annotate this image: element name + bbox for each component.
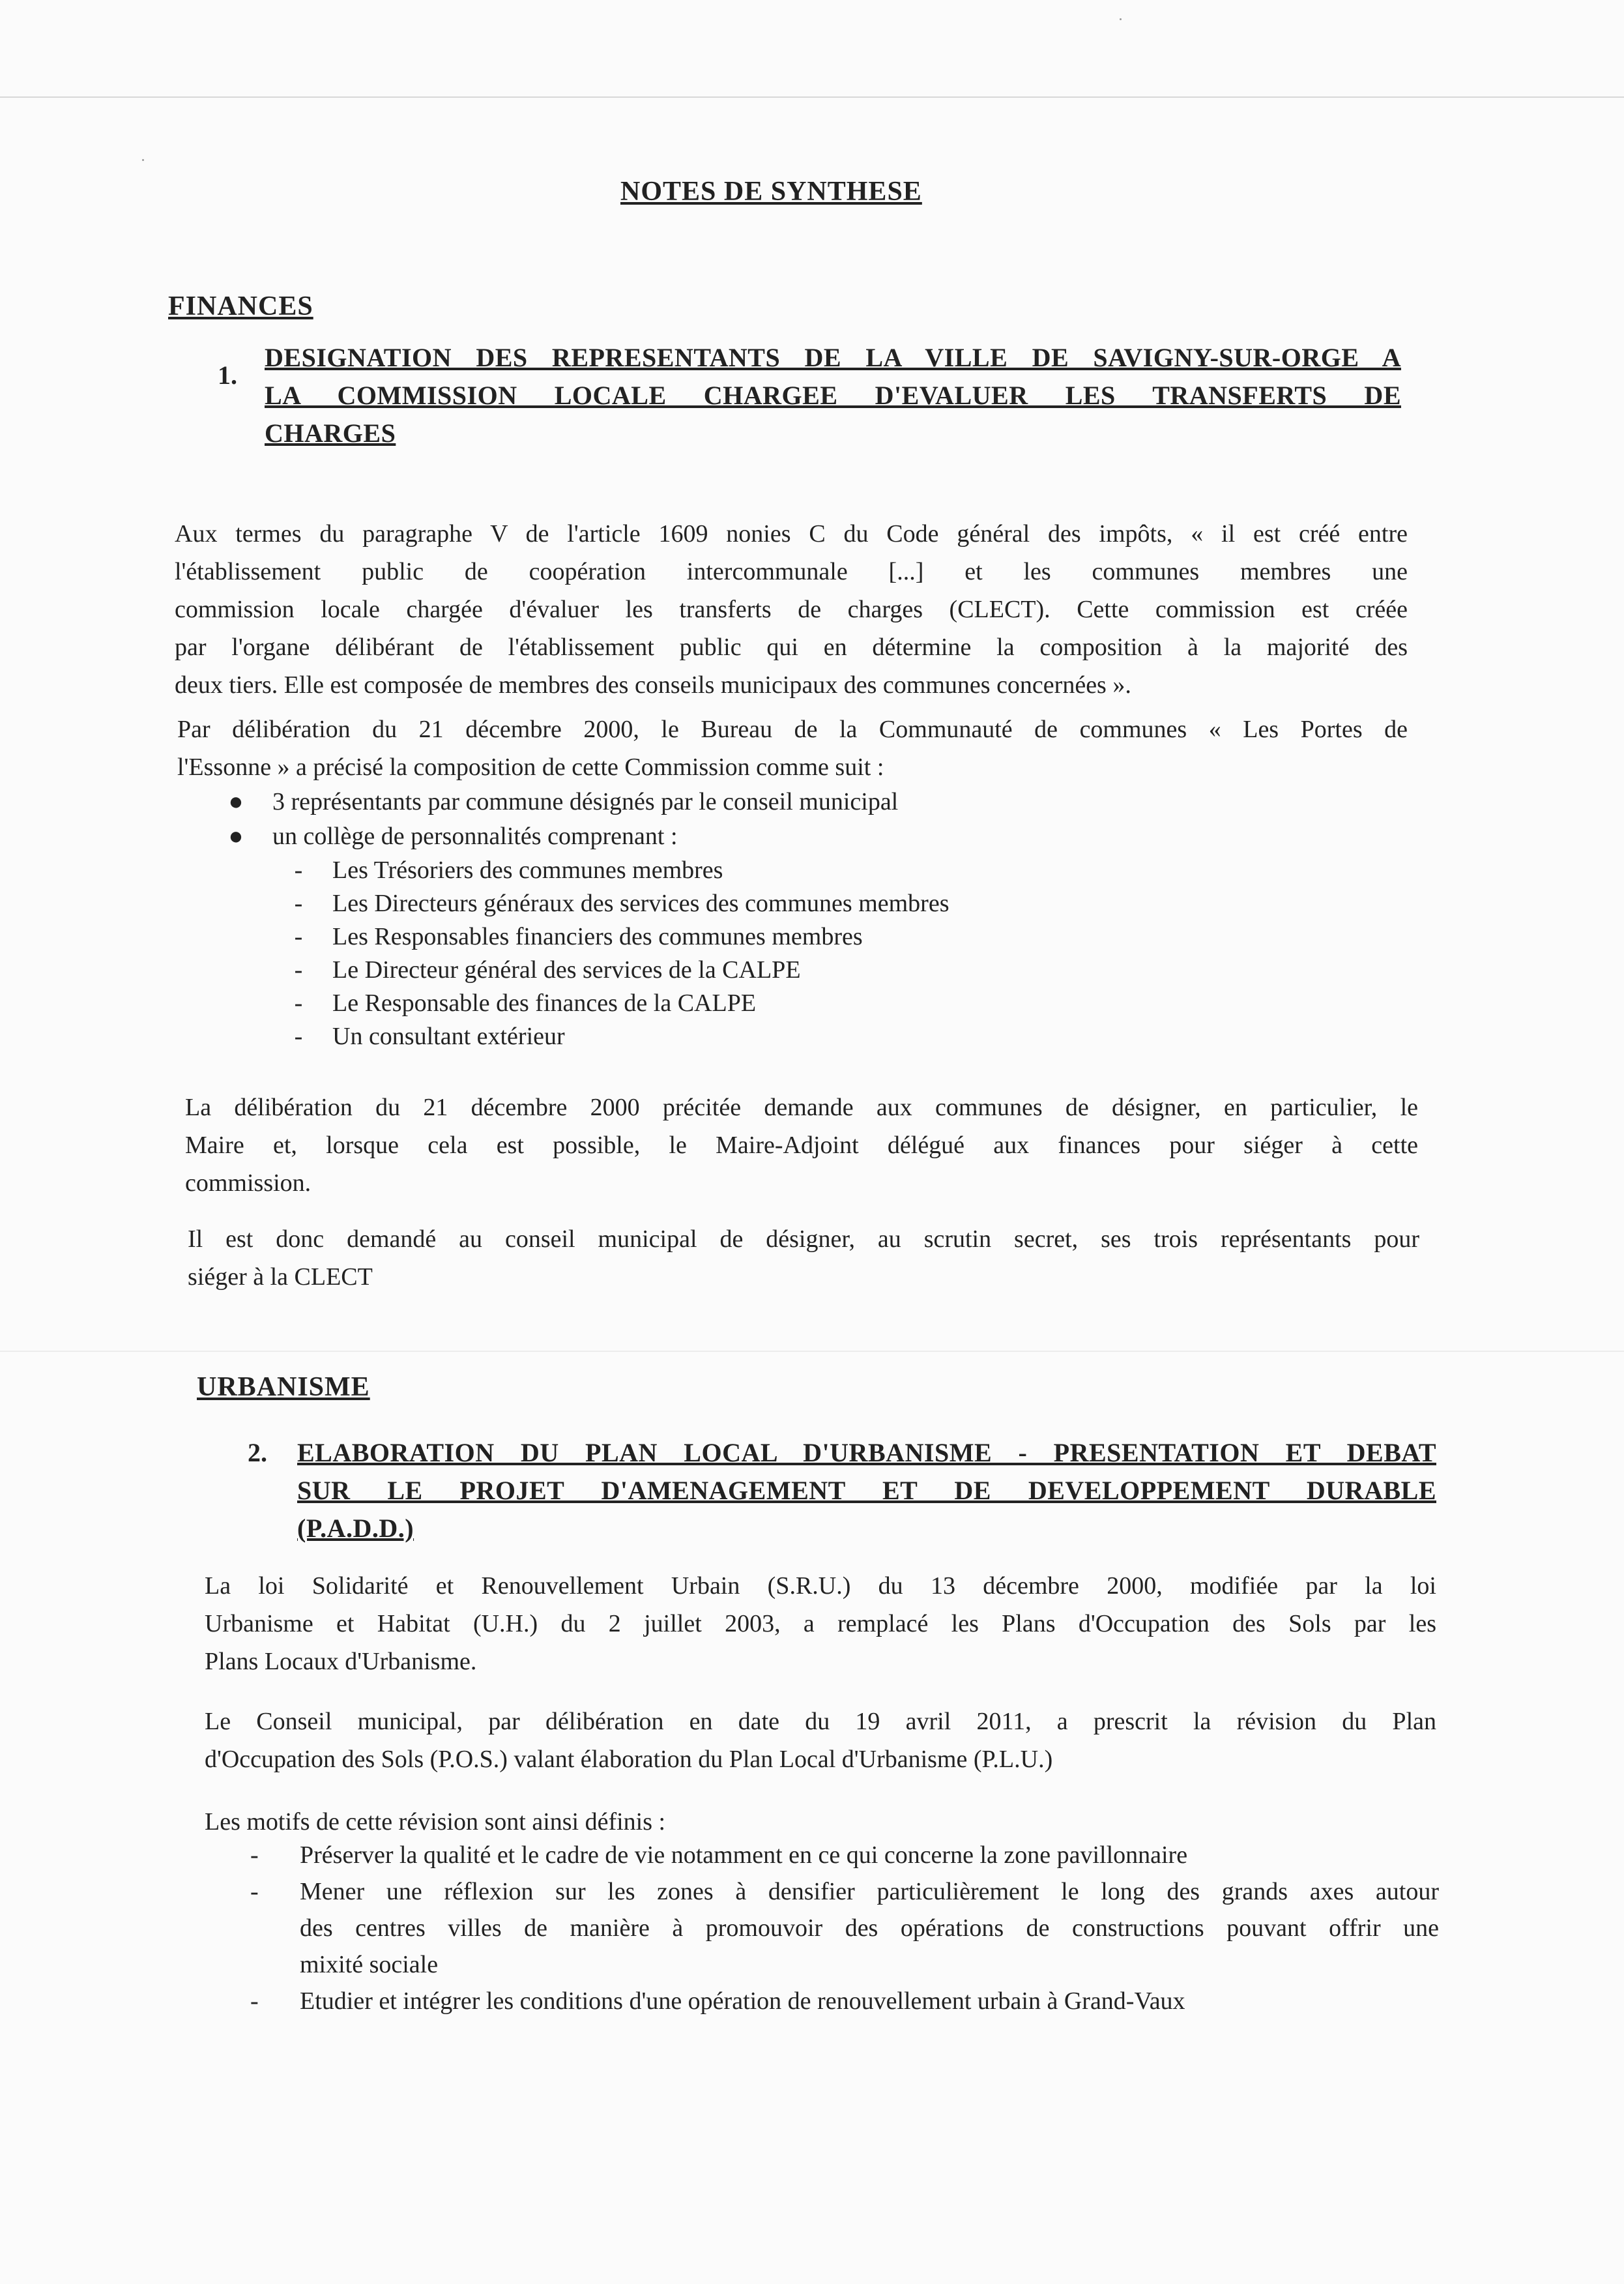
sublist-item bbox=[294, 954, 950, 987]
paragraph-line: Plans Locaux d'Urbanisme. bbox=[205, 1648, 477, 1675]
paragraph-line: Maire et, lorsque cela est possible, le Maire-Adjoint délégué aux finances pour siéger à cette bbox=[185, 1132, 1418, 1159]
paragraph-line: siéger à la CLECT bbox=[188, 1263, 373, 1291]
item-number-2: 2. bbox=[248, 1438, 267, 1467]
paragraph-clect-definition bbox=[175, 515, 1408, 704]
paragraph-line: Aux termes du paragraphe V de l'article 1609 nonies C du Code général des impôts, « il est créé entre bbox=[175, 520, 1408, 548]
paragraph-line: Par délibération du 21 décembre 2000, le Bureau de la Communauté de communes « Les Portes de bbox=[177, 716, 1408, 743]
paragraph-line: Le Conseil municipal, par délibération en date du 19 avril 2011, a prescrit la révision du Plan bbox=[205, 1708, 1436, 1735]
scan-speck bbox=[1120, 18, 1122, 20]
sublist-item-text: Le Responsable des finances de la CALPE bbox=[332, 989, 757, 1017]
dash-marker: - bbox=[294, 923, 303, 950]
item-title-line: SUR LE PROJET D'AMENAGEMENT ET DE DEVELOPPEMENT DURABLE bbox=[297, 1476, 1436, 1505]
scan-seam bbox=[0, 1351, 1624, 1352]
paragraph-line: d'Occupation des Sols (P.O.S.) valant élaboration du Plan Local d'Urbanisme (P.L.U.) bbox=[205, 1746, 1053, 1773]
paragraph-line: Urbanisme et Habitat (U.H.) du 2 juillet 2003, a remplacé les Plans d'Occupation des Sols par les bbox=[205, 1610, 1436, 1637]
section-heading-urbanisme: URBANISME bbox=[197, 1372, 370, 1402]
item-number-1: 1. bbox=[218, 360, 237, 390]
item-title-line: DESIGNATION DES REPRESENTANTS DE LA VILLE DE SAVIGNY-SUR-ORGE A bbox=[265, 343, 1401, 372]
paragraph-revision-motives bbox=[205, 1803, 1436, 1841]
paragraph-line: deux tiers. Elle est composée de membres des conseils municipaux des communes concernées ». bbox=[175, 671, 1131, 699]
sublist-item bbox=[294, 920, 950, 954]
sublist-item-text: Un consultant extérieur bbox=[332, 1023, 565, 1050]
sublist-item-text: Les Responsables financiers des communes membres bbox=[332, 923, 863, 950]
sublist-item bbox=[294, 887, 950, 920]
dash-marker: - bbox=[294, 956, 303, 984]
sublist-item bbox=[294, 854, 950, 887]
list-item-text: 3 représentants par commune désignés par le conseil municipal bbox=[272, 788, 899, 815]
item-title-line: ELABORATION DU PLAN LOCAL D'URBANISME - PRESENTATION ET DEBAT bbox=[297, 1438, 1436, 1467]
list-item bbox=[250, 1873, 1439, 1983]
paragraph-deliberation bbox=[177, 710, 1408, 786]
scan-top-edge bbox=[0, 96, 1624, 98]
sublist-item bbox=[294, 1020, 950, 1053]
scan-speck bbox=[142, 159, 144, 161]
sublist-item-text: Le Directeur général des services de la CALPE bbox=[332, 956, 801, 984]
document-title: NOTES DE SYNTHESE bbox=[620, 177, 922, 207]
dash-marker: - bbox=[294, 890, 303, 917]
sublist-item-text: Les Trésoriers des communes membres bbox=[332, 856, 723, 884]
list-item-text: Préserver la qualité et le cadre de vie notamment en ce qui concerne la zone pavillonnaire bbox=[300, 1841, 1188, 1869]
dash-marker: - bbox=[250, 1987, 259, 2015]
revision-motives-list bbox=[250, 1837, 1439, 2019]
paragraph-line: La loi Solidarité et Renouvellement Urbain (S.R.U.) du 13 décembre 2000, modifiée par la loi bbox=[205, 1572, 1436, 1600]
list-item bbox=[228, 785, 950, 819]
bullet-marker: ● bbox=[228, 823, 244, 850]
paragraph-line: l'Essonne » a précisé la composition de cette Commission comme suit : bbox=[177, 754, 884, 781]
dash-marker: - bbox=[294, 1023, 303, 1050]
paragraph-line: commission locale chargée d'évaluer les transferts de charges (CLECT). Cette commission est créée bbox=[175, 596, 1408, 623]
sublist-item bbox=[294, 987, 950, 1020]
paragraph-line: Les motifs de cette révision sont ainsi définis : bbox=[205, 1808, 666, 1836]
paragraph-council-revision bbox=[205, 1703, 1436, 1778]
list-item bbox=[228, 819, 950, 1053]
list-item-text: un collège de personnalités comprenant : bbox=[272, 823, 678, 850]
dash-marker: - bbox=[250, 1841, 259, 1869]
paragraph-line: commission. bbox=[185, 1169, 312, 1197]
dash-marker: - bbox=[250, 1878, 259, 1905]
item-title-2 bbox=[297, 1434, 1436, 1547]
list-item bbox=[250, 1837, 1439, 1873]
sublist-item-text: Les Directeurs généraux des services des communes membres bbox=[332, 890, 950, 917]
paragraph-secret-ballot bbox=[188, 1220, 1419, 1296]
list-item-text: mixité sociale bbox=[300, 1951, 439, 1978]
paragraph-designation-request bbox=[185, 1089, 1418, 1202]
paragraph-sru-law bbox=[205, 1567, 1436, 1680]
bullet-marker: ● bbox=[228, 788, 244, 815]
section-heading-finances: FINANCES bbox=[168, 291, 313, 321]
list-item-text: Etudier et intégrer les conditions d'une opération de renouvellement urbain à Grand-Vaux bbox=[300, 1987, 1185, 2015]
paragraph-line: par l'organe délibérant de l'établissement public qui en détermine la composition à la majorité des bbox=[175, 634, 1408, 661]
dash-marker: - bbox=[294, 989, 303, 1017]
item-title-line: CHARGES bbox=[265, 418, 396, 448]
composition-list bbox=[228, 785, 950, 1053]
list-item-text: des centres villes de manière à promouvoir des opérations de constructions pouvant offrir une bbox=[300, 1914, 1439, 1942]
dash-marker: - bbox=[294, 856, 303, 884]
item-title-line: (P.A.D.D.) bbox=[297, 1514, 414, 1543]
item-title-line: LA COMMISSION LOCALE CHARGEE D'EVALUER LES TRANSFERTS DE bbox=[265, 381, 1401, 410]
list-item-text: Mener une réflexion sur les zones à densifier particulièrement le long des grands axes autour bbox=[300, 1878, 1439, 1905]
item-title-1 bbox=[265, 339, 1401, 452]
paragraph-line: l'établissement public de coopération intercommunale [...] et les communes membres une bbox=[175, 558, 1408, 585]
paragraph-line: Il est donc demandé au conseil municipal de désigner, au scrutin secret, ses trois représentants pour bbox=[188, 1225, 1419, 1253]
paragraph-line: La délibération du 21 décembre 2000 précitée demande aux communes de désigner, en particulier, le bbox=[185, 1094, 1418, 1121]
personalities-sublist bbox=[272, 854, 950, 1053]
list-item bbox=[250, 1983, 1439, 2019]
